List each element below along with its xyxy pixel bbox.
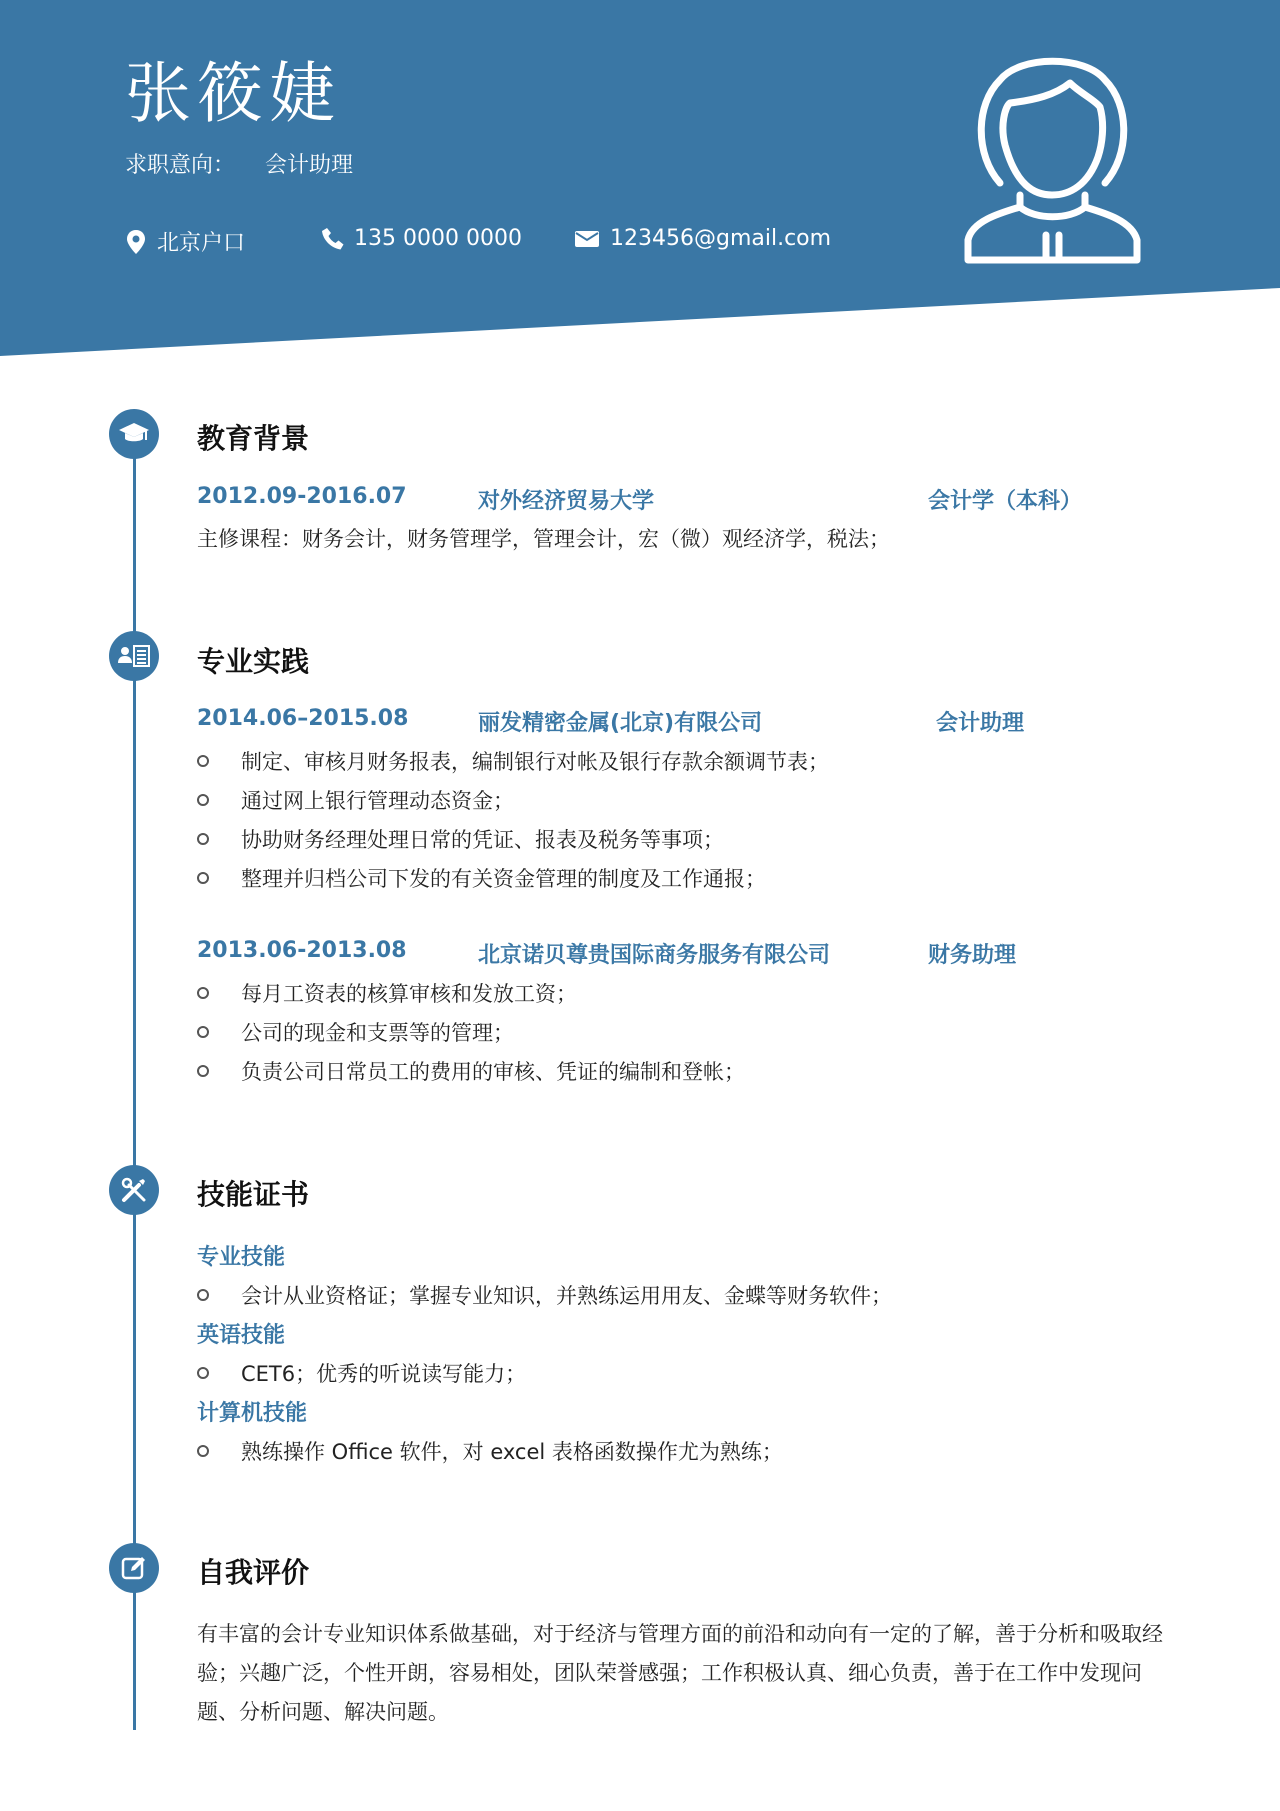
phone-icon (322, 227, 344, 251)
education-title: 教育背景 (197, 422, 310, 455)
self-eval-text: 有丰富的会计专业知识体系做基础，对于经济与管理方面的前沿和动向有一定的了解，善于分析和吸取经验；兴趣广泛，个性开朗，容易相处，团队荣誉感强；工作积极认真、细心负责，善于在工作中发现问题、分析问题、解决问题。 (197, 1622, 1163, 1724)
skills-title: 技能证书 (197, 1178, 310, 1211)
job-intent-label: 求职意向： (125, 153, 236, 178)
education-school: 对外经济贸易大学 (478, 489, 655, 514)
list-item: 制定、审核月财务报表，编制银行对帐及银行存款余额调节表； (197, 746, 829, 776)
list-item: CET6；优秀的听说读写能力； (197, 1358, 526, 1388)
job-2-role: 财务助理 (928, 943, 1017, 968)
contact-email (574, 226, 831, 251)
mail-icon (574, 229, 600, 249)
list-item: 公司的现金和支票等的管理； (197, 1017, 514, 1047)
candidate-name: 张筱婕 (125, 55, 341, 132)
job-2-date: 2013.06-2013.08 (197, 938, 407, 963)
job-intent (125, 148, 353, 179)
graduation-cap-icon (118, 421, 150, 447)
edit-icon (120, 1554, 148, 1582)
job-1-company: 丽发精密金属(北京)有限公司 (478, 711, 763, 736)
location-pin-icon (125, 229, 147, 255)
list-item: 整理并归档公司下发的有关资金管理的制度及工作通报； (197, 863, 766, 893)
list-item: 通过网上银行管理动态资金； (197, 785, 514, 815)
tools-icon (119, 1175, 149, 1205)
contact-location (125, 226, 245, 257)
job-2-company: 北京诺贝尊贵国际商务服务有限公司 (478, 943, 831, 968)
phone-text: 135 0000 0000 (354, 226, 522, 251)
email-text: 123456@gmail.com (610, 226, 832, 251)
timeline-line (133, 410, 136, 1730)
list-item: 每月工资表的核算审核和发放工资； (197, 978, 577, 1008)
list-item: 负责公司日常员工的费用的审核、凭证的编制和登帐； (197, 1056, 745, 1086)
skill-group-1-name: 专业技能 (197, 1245, 286, 1270)
education-major: 会计学（本科） (928, 489, 1083, 514)
avatar-icon (960, 45, 1145, 270)
skills-section-icon (109, 1165, 159, 1215)
education-courses: 主修课程：财务会计，财务管理学，管理会计，宏（微）观经济学，税法； (197, 527, 890, 551)
skill-group-2-name: 英语技能 (197, 1323, 286, 1348)
list-item: 熟练操作 Office 软件，对 excel 表格函数操作尤为熟练； (197, 1436, 783, 1466)
education-date: 2012.09-2016.07 (197, 484, 407, 509)
list-item: 协助财务经理处理日常的凭证、报表及税务等事项； (197, 824, 724, 854)
skill-group-3-name: 计算机技能 (197, 1401, 308, 1426)
job-intent-value: 会计助理 (265, 153, 354, 178)
self-eval-section-icon (109, 1543, 159, 1593)
location-text: 北京户口 (157, 231, 246, 256)
job-1-date: 2014.06–2015.08 (197, 706, 409, 731)
job-1-role: 会计助理 (936, 711, 1025, 736)
education-section-icon (109, 409, 159, 459)
self-eval-title: 自我评价 (197, 1556, 310, 1589)
practice-title: 专业实践 (197, 645, 310, 678)
practice-section-icon (109, 631, 159, 681)
list-item: 会计从业资格证；掌握专业知识，并熟练运用用友、金蝶等财务软件； (197, 1280, 892, 1310)
contact-phone (322, 226, 522, 251)
header-band (0, 0, 1280, 360)
id-card-icon (118, 643, 150, 669)
